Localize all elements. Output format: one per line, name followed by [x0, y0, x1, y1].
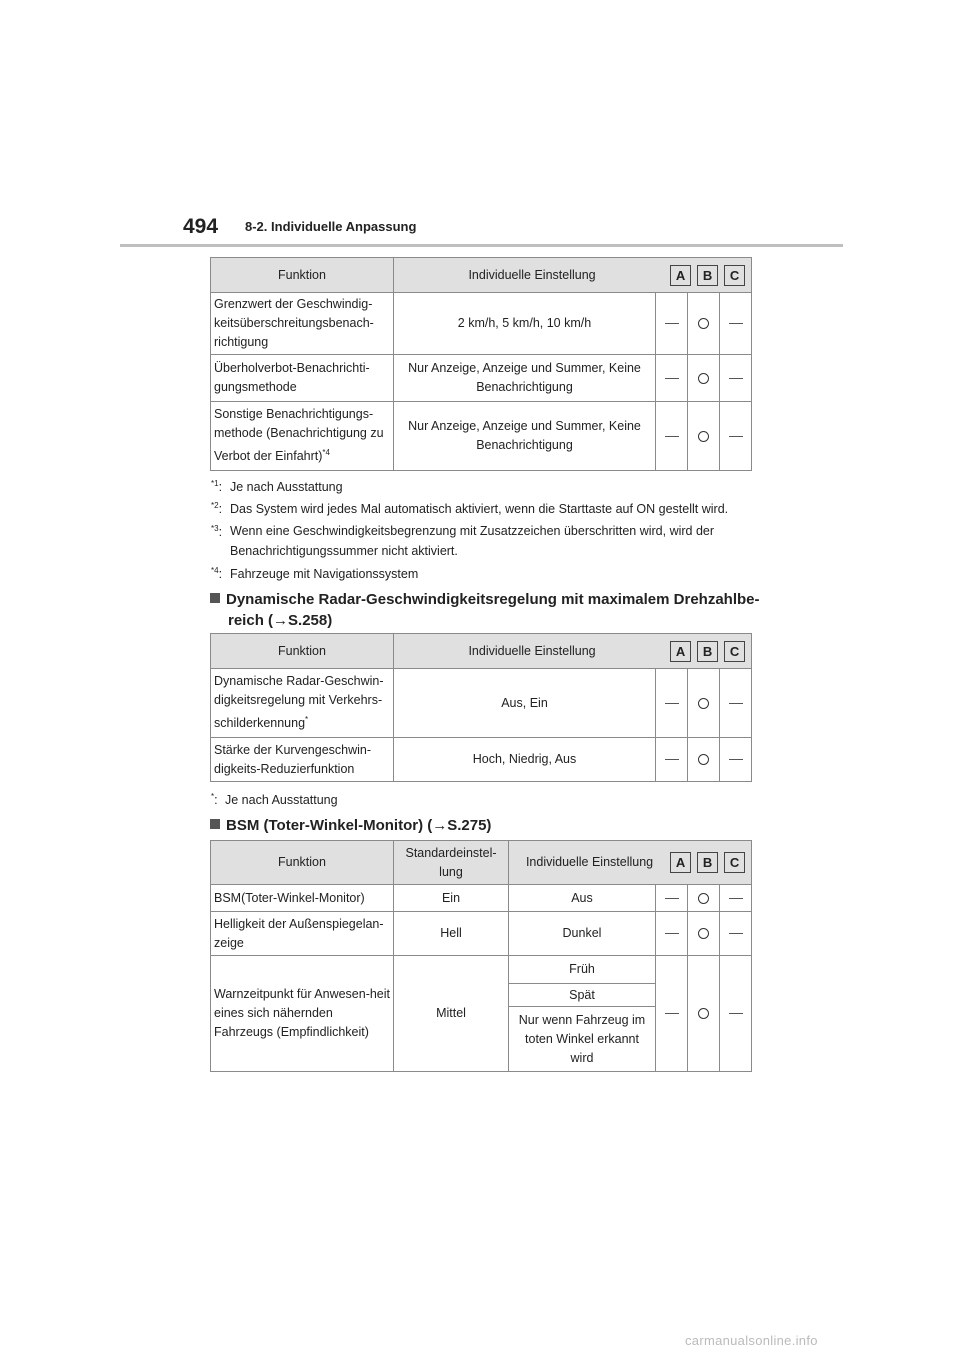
col-b: B — [697, 265, 718, 286]
col-c: C — [724, 265, 745, 286]
dash-icon — [729, 436, 743, 437]
col-einstellung: Individuelle Einstellung — [468, 643, 596, 658]
cell-funktion — [211, 669, 394, 738]
col-a: A — [670, 265, 691, 286]
col-funktion: Funktion — [211, 841, 394, 885]
square-bullet-icon — [210, 593, 220, 603]
col-einstellung-abc — [394, 634, 752, 669]
col-funktion: Funktion — [211, 258, 394, 293]
cell-funktion: Warnzeitpunkt für Anwesen-heit eines sich nähernden Fahrzeugs (Empfindlichkeit) — [211, 956, 394, 1072]
cell-funktion: Stärke der Kurvengeschwin-digkeits-Reduzierfunktion — [211, 738, 394, 782]
table-row — [211, 402, 752, 471]
circle-icon — [698, 698, 709, 709]
table-row — [211, 956, 752, 984]
footnote: $^{*3}$: Wenn eine Geschwindigkeitsbegrenzung mit Zusatzzeichen überschritten wird, wird der Benachrichtigungssummer nicht aktiviert. — [211, 524, 715, 558]
cell-option: Früh — [509, 956, 656, 984]
dash-icon — [665, 933, 679, 934]
dash-icon — [729, 759, 743, 760]
circle-icon — [698, 1008, 709, 1019]
col-standard: Standardeinstel-lung — [394, 841, 509, 885]
cell-funktion-text: Dynamische Radar-Geschwin-digkeitsregelung mit Verkehrs-schilderkennung — [214, 674, 384, 731]
cell-einstellung: Aus, Ein — [394, 669, 656, 738]
dash-icon — [729, 933, 743, 934]
cell-funktion: Grenzwert der Geschwindig-keitsüberschreitungsbenach-richtigung — [211, 293, 394, 355]
col-b: B — [697, 641, 718, 662]
circle-icon — [698, 318, 709, 329]
col-c: C — [724, 852, 745, 873]
cell-funktion — [211, 402, 394, 471]
dash-icon — [665, 323, 679, 324]
cell-einstellung: Aus — [509, 885, 656, 912]
cell-funktion: BSM(Toter-Winkel-Monitor) — [211, 885, 394, 912]
cell-standard: Hell — [394, 912, 509, 956]
table-row — [211, 738, 752, 782]
footnote: $^{*2}$: Das System wird jedes Mal automatisch aktiviert, wenn die Starttaste auf ON gestellt wird. — [211, 501, 729, 517]
dash-icon — [665, 1013, 679, 1014]
table-row — [211, 912, 752, 956]
arrow-icon: → — [273, 612, 289, 629]
cell-funktion-text: Sonstige Benachrichtigungs-methode (Benachrichtigung zu Verbot der Einfahrt) — [214, 407, 384, 464]
footnote: $^{*1}$: Je nach Ausstattung — [211, 479, 343, 495]
dash-icon — [729, 323, 743, 324]
table-row — [211, 885, 752, 912]
arrow-icon: → — [432, 817, 448, 834]
header-rule — [120, 244, 843, 247]
table-row — [211, 293, 752, 355]
footnote-ref: *4 — [322, 448, 330, 458]
table-row — [211, 355, 752, 402]
cell-option: Spät — [509, 984, 656, 1007]
dash-icon — [729, 898, 743, 899]
circle-icon — [698, 893, 709, 904]
dash-icon — [729, 1013, 743, 1014]
footnote-ref: * — [305, 715, 309, 725]
cell-einstellung: Nur Anzeige, Anzeige und Summer, Keine Benachrichtigung — [394, 355, 656, 402]
col-einstellung-abc — [509, 841, 752, 885]
square-bullet-icon — [210, 819, 220, 829]
col-a: A — [670, 641, 691, 662]
circle-icon — [698, 431, 709, 442]
table-bsm-settings — [210, 840, 752, 1072]
cell-einstellung: 2 km/h, 5 km/h, 10 km/h — [394, 293, 656, 355]
cell-einstellung: Nur Anzeige, Anzeige und Summer, Keine Benachrichtigung — [394, 402, 656, 471]
dash-icon — [665, 759, 679, 760]
page-number: 494 — [183, 215, 219, 238]
dash-icon — [665, 378, 679, 379]
cell-funktion: Überholverbot-Benachrichti-gungsmethode — [211, 355, 394, 402]
col-einstellung: Individuelle Einstellung — [525, 855, 654, 869]
footnote: $^{*4}$: Fahrzeuge mit Navigationssystem — [211, 566, 419, 582]
cell-standard: Mittel — [394, 956, 509, 1072]
watermark: carmanualsonline.info — [685, 1333, 818, 1348]
col-c: C — [724, 641, 745, 662]
circle-icon — [698, 754, 709, 765]
dash-icon — [729, 703, 743, 704]
table-speed-settings — [210, 257, 752, 471]
cell-einstellung: Dunkel — [509, 912, 656, 956]
circle-icon — [698, 928, 709, 939]
col-a: A — [670, 852, 691, 873]
col-einstellung-abc — [394, 258, 752, 293]
circle-icon — [698, 373, 709, 384]
cell-einstellung: Hoch, Niedrig, Aus — [394, 738, 656, 782]
cell-option: Nur wenn Fahrzeug im toten Winkel erkannt wird — [509, 1007, 656, 1072]
section-title: 8-2. Individuelle Anpassung — [245, 219, 417, 234]
heading-bsm: BSM (Toter-Winkel-Monitor) (→S.275) — [210, 815, 491, 836]
table-row — [211, 669, 752, 738]
col-b: B — [697, 852, 718, 873]
col-einstellung: Individuelle Einstellung — [468, 267, 596, 282]
dash-icon — [665, 436, 679, 437]
dash-icon — [665, 898, 679, 899]
cell-standard: Ein — [394, 885, 509, 912]
dash-icon — [729, 378, 743, 379]
heading-radar: Dynamische Radar-Geschwindigkeitsregelung mit maximalem Drehzahlbe- reich (→S.258) — [210, 589, 760, 631]
col-funktion: Funktion — [211, 634, 394, 669]
footnote: *: Je nach Ausstattung — [211, 792, 338, 808]
cell-funktion: Helligkeit der Außenspiegelan-zeige — [211, 912, 394, 956]
dash-icon — [665, 703, 679, 704]
table-radar-settings — [210, 633, 752, 782]
